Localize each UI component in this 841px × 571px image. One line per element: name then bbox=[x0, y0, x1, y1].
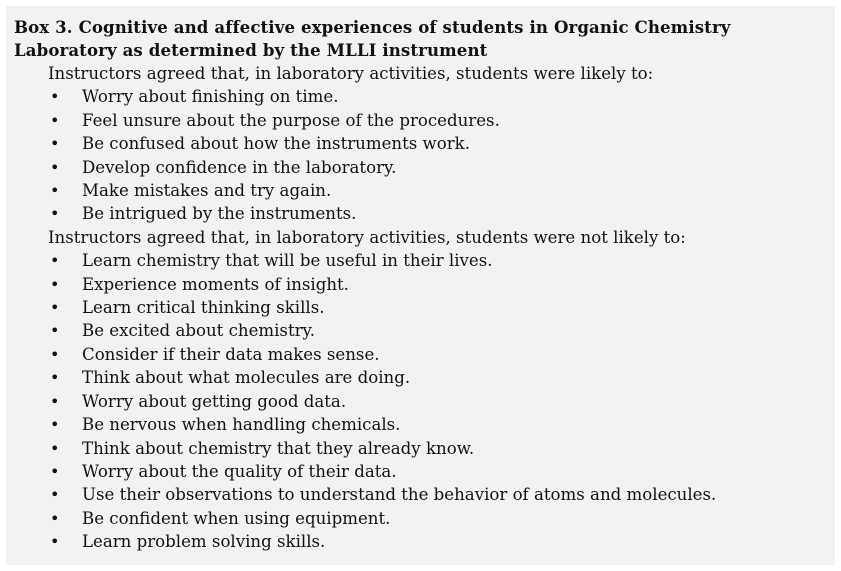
list-item bbox=[48, 343, 827, 366]
bullet-icon: • bbox=[50, 461, 60, 481]
section-intro: Instructors agreed that, in laboratory activities, students were likely to: bbox=[48, 64, 654, 83]
bullet-icon: • bbox=[50, 274, 60, 294]
bullet-icon: • bbox=[50, 157, 60, 177]
list-item-text: Worry about finishing on time. bbox=[82, 87, 339, 107]
list-item bbox=[48, 296, 827, 319]
list-item-text: Think about chemistry that they already know. bbox=[82, 438, 475, 458]
list-item bbox=[48, 179, 827, 202]
list-item bbox=[48, 319, 827, 342]
list-item-text: Be excited about chemistry. bbox=[82, 321, 315, 341]
bullet-icon: • bbox=[50, 298, 60, 318]
box-title-line-2: Laboratory as determined by the MLLI instrument bbox=[14, 40, 488, 60]
list-item bbox=[48, 132, 827, 155]
box-title-line-1: Box 3. Cognitive and affective experiences of students in Organic Chemistry bbox=[14, 17, 731, 37]
section-intro: Instructors agreed that, in laboratory activities, students were not likely to: bbox=[48, 227, 686, 247]
list-item-text: Use their observations to understand the behavior of atoms and molecules. bbox=[82, 485, 717, 505]
list-item bbox=[48, 109, 827, 132]
list-item bbox=[48, 413, 827, 436]
list-item-text: Worry about the quality of their data. bbox=[82, 461, 397, 481]
list-item bbox=[48, 507, 827, 530]
list-item bbox=[48, 530, 827, 553]
list-item bbox=[48, 249, 827, 272]
list-item-text: Be intrigued by the instruments. bbox=[82, 204, 357, 224]
list-item bbox=[48, 437, 827, 460]
list-item bbox=[48, 85, 827, 108]
list-item-text: Learn critical thinking skills. bbox=[82, 298, 325, 318]
bullet-icon: • bbox=[50, 508, 60, 528]
list-item-text: Learn problem solving skills. bbox=[82, 532, 326, 552]
bullet-icon: • bbox=[50, 251, 60, 271]
list-item bbox=[48, 156, 827, 179]
list-item-text: Learn chemistry that will be useful in their lives. bbox=[82, 251, 493, 271]
list-item bbox=[48, 390, 827, 413]
bullet-icon: • bbox=[50, 344, 60, 364]
bullet-icon: • bbox=[50, 204, 60, 224]
bullet-icon: • bbox=[50, 110, 60, 130]
bullet-icon: • bbox=[50, 415, 60, 435]
list-item bbox=[48, 460, 827, 483]
bullet-icon: • bbox=[50, 368, 60, 388]
bullet-list-likely bbox=[48, 85, 827, 225]
section-likely bbox=[48, 62, 827, 226]
list-item-text: Experience moments of insight. bbox=[82, 274, 349, 294]
bullet-icon: • bbox=[50, 181, 60, 201]
list-item-text: Think about what molecules are doing. bbox=[82, 368, 411, 388]
list-item-text: Make mistakes and try again. bbox=[82, 181, 332, 201]
list-item bbox=[48, 483, 827, 506]
bullet-list-not-likely bbox=[48, 249, 827, 553]
bullet-icon: • bbox=[50, 532, 60, 552]
bullet-icon: • bbox=[50, 134, 60, 154]
list-item bbox=[48, 202, 827, 225]
list-item-text: Develop confidence in the laboratory. bbox=[82, 157, 397, 177]
list-item-text: Feel unsure about the purpose of the procedures. bbox=[82, 110, 500, 130]
bullet-icon: • bbox=[50, 485, 60, 505]
text-box bbox=[6, 6, 835, 565]
list-item-text: Be confident when using equipment. bbox=[82, 508, 391, 528]
list-item bbox=[48, 273, 827, 296]
bullet-icon: • bbox=[50, 87, 60, 107]
box-title bbox=[14, 16, 827, 62]
list-item-text: Worry about getting good data. bbox=[82, 391, 347, 411]
list-item-text: Be confused about how the instruments work. bbox=[82, 134, 471, 154]
list-item bbox=[48, 366, 827, 389]
section-not-likely bbox=[48, 226, 827, 554]
bullet-icon: • bbox=[50, 438, 60, 458]
list-item-text: Be nervous when handling chemicals. bbox=[82, 415, 401, 435]
bullet-icon: • bbox=[50, 321, 60, 341]
list-item-text: Consider if their data makes sense. bbox=[82, 344, 380, 364]
bullet-icon: • bbox=[50, 391, 60, 411]
